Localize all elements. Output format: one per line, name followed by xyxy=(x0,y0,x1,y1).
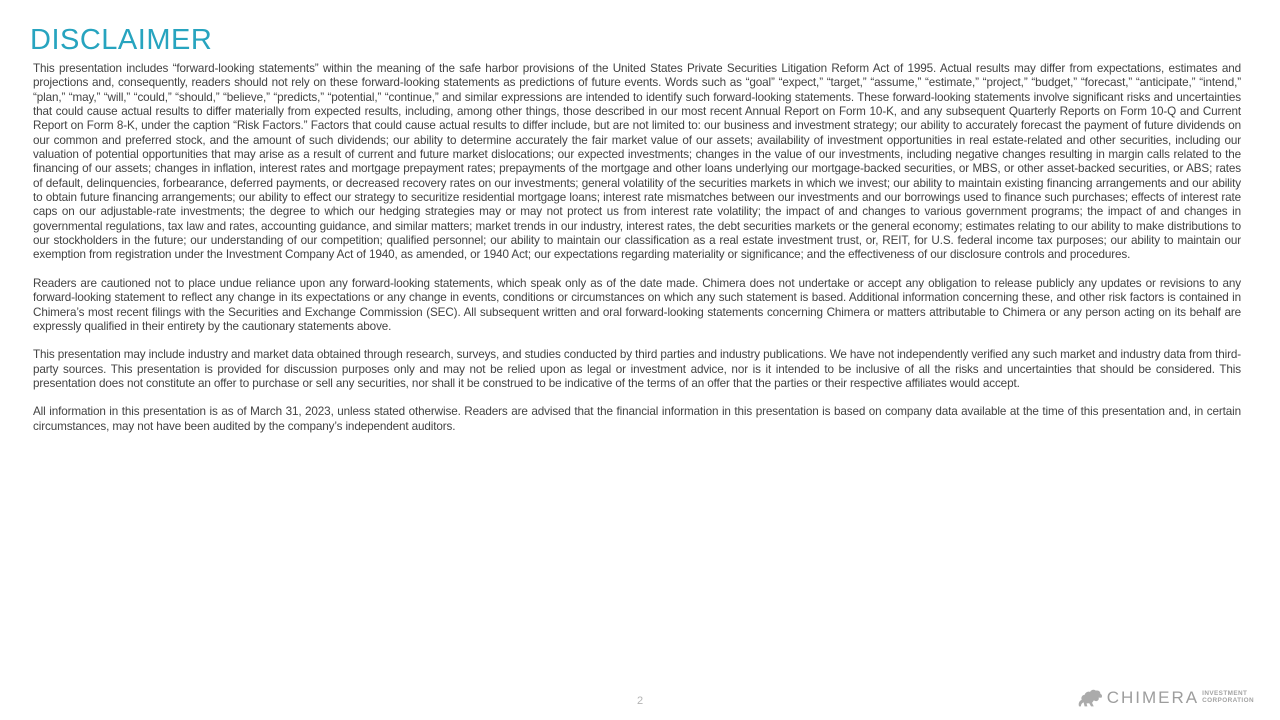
logo-brand-text: CHIMERA xyxy=(1106,687,1200,707)
disclaimer-paragraph-3: This presentation may include industry and market data obtained through research, surveys, and studies conducted by third parties and industry publications. We have not independently verified any such market and industry data from third-party sources. This presentation is provided for discussion purposes only and may not be relied upon as legal or investment advice, nor is it intended to be inclusive of all the risks and uncertainties that should be considered. This presentation does not constitute an offer to purchase or sell any securities, nor shall it be construed to be indicative of the terms of an offer that the parties or their respective affiliates would accept. xyxy=(33,348,1241,390)
logo-sub-line1: INVESTMENT xyxy=(1202,689,1248,697)
logo-sub-line2: CORPORATION xyxy=(1202,696,1254,704)
lion-icon xyxy=(1076,687,1104,708)
page-title: DISCLAIMER xyxy=(30,24,213,56)
logo-subtitle xyxy=(1202,691,1254,705)
disclaimer-body xyxy=(33,62,1241,448)
page-number: 2 xyxy=(636,695,644,707)
disclaimer-paragraph-1: This presentation includes “forward-looking statements” within the meaning of the safe harbor provisions of the United States Private Securities Litigation Reform Act of 1995. Actual results may differ from expectations, estimates and projections and, consequently, readers should not rely on these forward-looking statements as predictions of future events. Words such as “goal” “expect,” “target,” “assume,” “estimate,” “project,” “budget,” “forecast,” “anticipate,” “intend,” “plan,” “may,” “will,” “could,” “should,” “believe,” “predicts,” “potential,” “continue,” and similar expressions are intended to identify such forward-looking statements. These forward-looking statements involve significant risks and uncertainties that could cause actual results to differ materially from expected results, including, among other things, those described in our most recent Annual Report on Form 10-K, and any subsequent Quarterly Reports on Form 10-Q and Current Report on Form 8-K, under the caption “Risk Factors.” Factors that could cause actual results to differ include, but are not limited to: our business and investment strategy; our ability to accurately forecast the payment of future dividends on our common and preferred stock, and the amount of such dividends; our ability to determine accurately the fair market value of our assets; availability of investment opportunities in real estate-related and other securities, including our valuation of potential opportunities that may arise as a result of current and future market dislocations; our expected investments; changes in the value of our investments, including negative changes resulting in margin calls related to the financing of our assets; changes in inflation, interest rates and mortgage prepayment rates; prepayments of the mortgage and other loans underlying our mortgage-backed securities, or MBS, or other asset-backed securities, or ABS; rates of default, delinquencies, forbearance, deferred payments, or decreased recovery rates on our investments; general volatility of the securities markets in which we invest; our ability to maintain existing financing arrangements and our ability to obtain future financing arrangements; our ability to effect our strategy to securitize residential mortgage loans; interest rate mismatches between our investments and our borrowings used to finance such purchases; effects of interest rate caps on our adjustable-rate investments; the degree to which our hedging strategies may or may not protect us from interest rate volatility; the impact of and changes to various government programs; the impact of and changes in governmental regulations, tax law and rates, accounting guidance, and similar matters; market trends in our industry, interest rates, the debt securities markets or the general economy; estimates relating to our ability to make distributions to our stockholders in the future; our understanding of our competition; qualified personnel; our ability to maintain our classification as a real estate investment trust, or, REIT, for U.S. federal income tax purposes; our ability to maintain our exemption from registration under the Investment Company Act of 1940, as amended, or 1940 Act; our expectations regarding materiality or significance; and the effectiveness of our disclosure controls and procedures. xyxy=(33,62,1241,262)
disclaimer-paragraph-2: Readers are cautioned not to place undue reliance upon any forward-looking statements, which speak only as of the date made. Chimera does not undertake or accept any obligation to release publicly any updates or revisions to any forward-looking statement to reflect any change in its expectations or any change in events, conditions or circumstances on which any such statement is based. Additional information concerning these, and other risk factors is contained in Chimera’s most recent filings with the Securities and Exchange Commission (SEC). All subsequent written and oral forward-looking statements concerning Chimera or matters attributable to Chimera or any person acting on its behalf are expressly qualified in their entirety by the cautionary statements above. xyxy=(33,276,1241,333)
chimera-logo xyxy=(1076,687,1254,708)
disclaimer-paragraph-4: All information in this presentation is as of March 31, 2023, unless stated otherwise. Readers are advised that the financial information in this presentation is based on company data available at the time of this presentation and, in certain circumstances, may not have been audited by the company’s independent auditors. xyxy=(33,405,1241,433)
